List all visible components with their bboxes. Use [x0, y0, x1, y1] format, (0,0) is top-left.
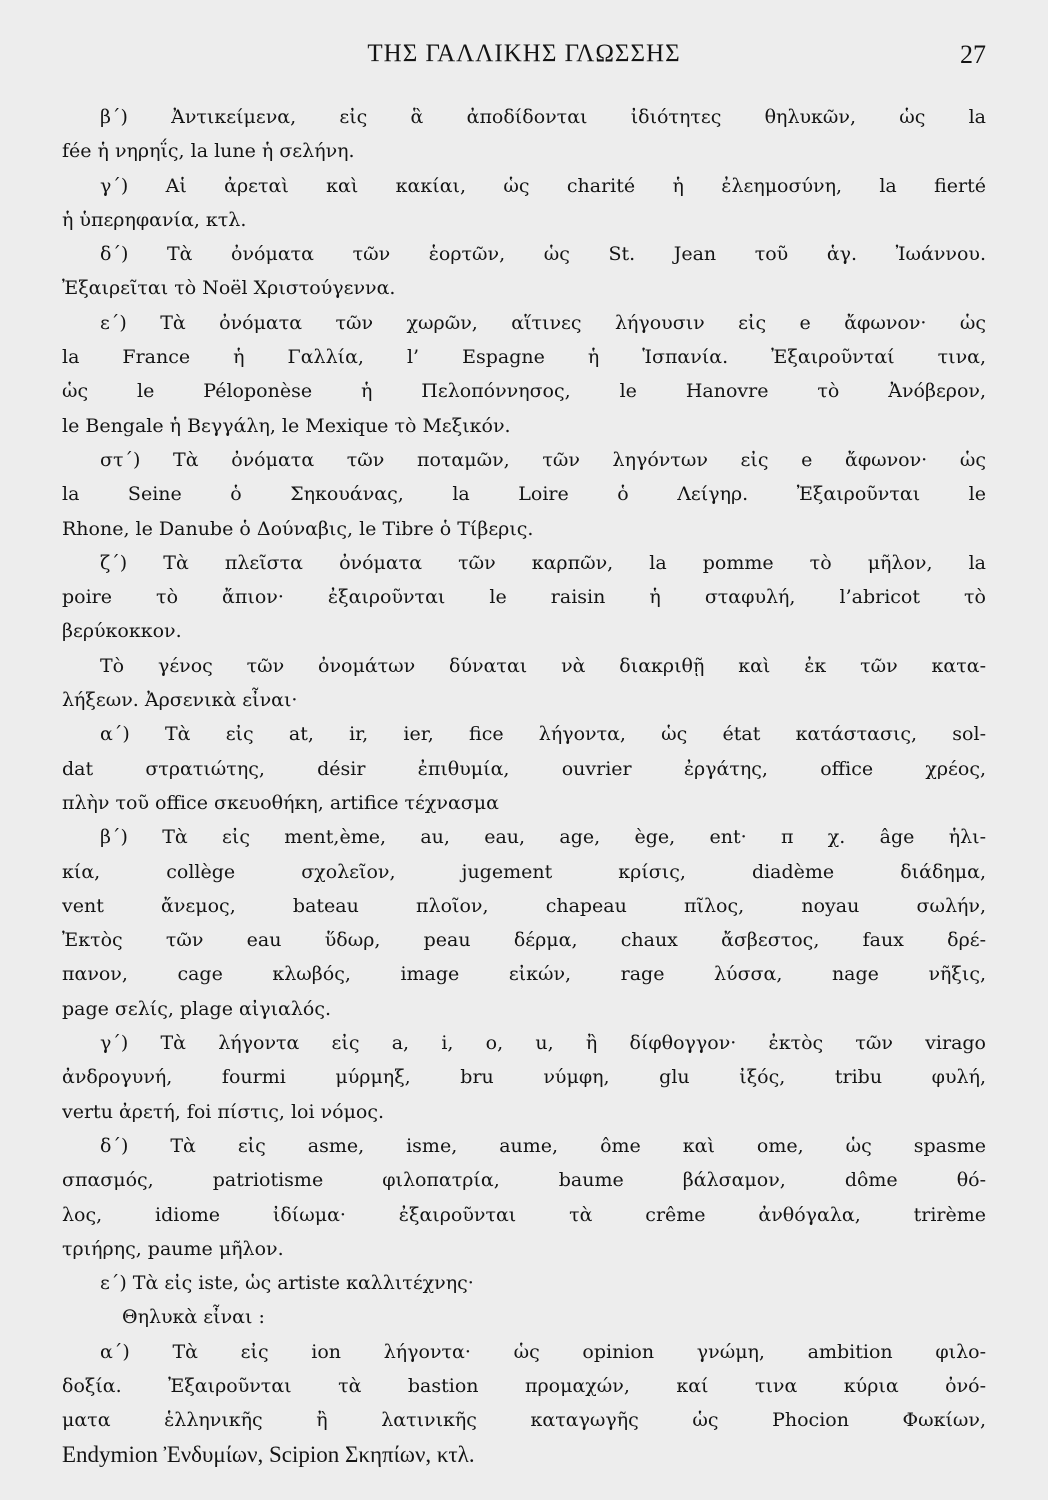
text-line: δοξία. Ἐξαιροῦνται τὰ bastion προμαχών, καί τινα κύρια ὀνό- — [62, 1374, 986, 1397]
text-line: ε΄) Τὰ ὀνόματα τῶν χωρῶν, αἵτινες λήγουσιν εἰς e ἄφωνον· ὡς — [100, 311, 986, 334]
text-line: dat στρατιώτης, désir ἐπιθυμία, ouvrier ἐργάτης, office χρέος, — [62, 757, 986, 780]
text-line: ματα ἑλληνικῆς ἢ λατινικῆς καταγωγῆς ὡς Phocion Φωκίων, — [62, 1409, 986, 1432]
text-line: σπασμός, patriotisme φιλοπατρία, baume βάλσαμον, dôme θό- — [62, 1169, 986, 1192]
text-line: β΄) Ἀντικείμενα, εἰς ἃ ἀποδίδονται ἰδιότητες θηλυκῶν, ὡς la — [100, 106, 986, 128]
text-line: α΄) Τὰ εἰς ion λήγοντα· ὡς opinion γνώμη, ambition φιλο- — [100, 1340, 986, 1363]
text-line: vertu ἀρετή, foi πίστις, loi νόμος. — [62, 1100, 385, 1123]
text-line: ε΄) Τὰ εἰς iste, ὡς artiste καλλιτέχνης· — [100, 1272, 474, 1295]
text-line: πλὴν τοῦ office σκευοθήκη, artifice τέχνασμα — [62, 791, 499, 814]
text-line: λήξεων. Ἀρσενικὰ εἶναι· — [62, 689, 298, 712]
text-line: poire τὸ ἄπιον· ἐξαιροῦνται le raisin ἡ σταφυλή, l’abricot τὸ — [62, 586, 986, 609]
page-number: 27 — [960, 40, 986, 69]
text-line: ἀνδρογυνή, fourmi μύρμηξ, bru νύμφη, glu ἰξός, tribu φυλή, — [62, 1066, 986, 1089]
text-line: στ΄) Τὰ ὀνόματα τῶν ποταμῶν, τῶν ληγόντων εἰς e ἄφωνον· ὡς — [100, 448, 986, 471]
text-line: ζ΄) Τὰ πλεῖστα ὀνόματα τῶν καρπῶν, la pomme τὸ μῆλον, la — [100, 551, 986, 574]
text-line: Θηλυκὰ εἶναι : — [122, 1306, 265, 1329]
text-line: κία, collège σχολεῖον, jugement κρίσις, diadème διάδημα, — [62, 860, 986, 883]
text-line: α΄) Τὰ εἰς at, ir, ier, fice λήγοντα, ὡς état κατάστασις, sol- — [100, 723, 986, 746]
text-line: le Bengale ἡ Βεγγάλη, le Mexique τὸ Μεξικόν. — [62, 414, 511, 437]
text-line: vent ἄνεμος, bateau πλοῖον, chapeau πῖλος, noyau σωλήν, — [62, 894, 986, 917]
text-line: Τὸ γένος τῶν ὀνομάτων δύναται νὰ διακριθῇ καὶ ἐκ τῶν κατα- — [100, 654, 986, 677]
body-text — [62, 100, 986, 1472]
text-line: Ἐξαιρεῖται τὸ Noël Χριστούγεννα. — [62, 277, 396, 300]
text-line: ὡς le Péloponèse ἡ Πελοπόννησος, le Hanovre τὸ Ἀνόβερον, — [62, 380, 986, 403]
text-line: Rhone, le Danube ὁ Δούναβις, le Tibre ὁ Τίβερις. — [62, 517, 534, 540]
text-line: τριήρης, paume μῆλον. — [62, 1237, 284, 1260]
page-header — [0, 34, 1048, 78]
text-line: πανον, cage κλωβός, image εἰκών, rage λύσσα, nage νῆξις, — [62, 963, 986, 986]
text-line: βερύκοκκον. — [62, 620, 182, 643]
text-line: δ΄) Τὰ ὀνόματα τῶν ἑορτῶν, ὡς St. Jean τοῦ ἁγ. Ἰωάννου. — [100, 243, 986, 266]
text-line: γ΄) Τὰ λήγοντα εἰς a, i, o, u, ἢ δίφθογγον· ἐκτὸς τῶν virago — [100, 1032, 986, 1055]
text-line: fée ἡ νηρηΐς, la lune ἡ σελήνη. — [62, 140, 355, 163]
text-line: γ΄) Αἱ ἀρεταὶ καὶ κακίαι, ὡς charité ἡ ἐλεημοσύνη, la fierté — [100, 174, 986, 197]
text-line: β΄) Τὰ εἰς ment,ème, au, eau, age, ège, ent· π χ. âge ἡλι- — [100, 826, 986, 849]
running-title: ΤΗΣ ΓΑΛΛΙΚΗΣ ΓΛΩΣΣΗΣ — [367, 40, 681, 67]
text-line: Endymion Ἐνδυμίων, Scipion Σκηπίων, κτλ. — [62, 1441, 475, 1467]
text-line: ἡ ὑπερηφανία, κτλ. — [62, 208, 247, 231]
text-line: la France ἡ Γαλλία, l’ Espagne ἡ Ἱσπανία. Ἐξαιροῦνταί τινα, — [62, 346, 986, 369]
text-line: λος, idiome ἰδίωμα· ἐξαιροῦνται τὰ crême ἀνθόγαλα, trirème — [62, 1203, 986, 1226]
text-line: page σελίς, plage αἰγιαλός. — [62, 997, 332, 1020]
text-line: la Seine ὁ Σηκουάνας, la Loire ὁ Λείγηρ. Ἐξαιροῦνται le — [62, 483, 986, 506]
text-line: δ΄) Τὰ εἰς asme, isme, aume, ôme καὶ ome, ὡς spasme — [100, 1134, 986, 1157]
text-line: Ἐκτὸς τῶν eau ὕδωρ, peau δέρμα, chaux ἄσβεστος, faux δρέ- — [62, 929, 986, 952]
